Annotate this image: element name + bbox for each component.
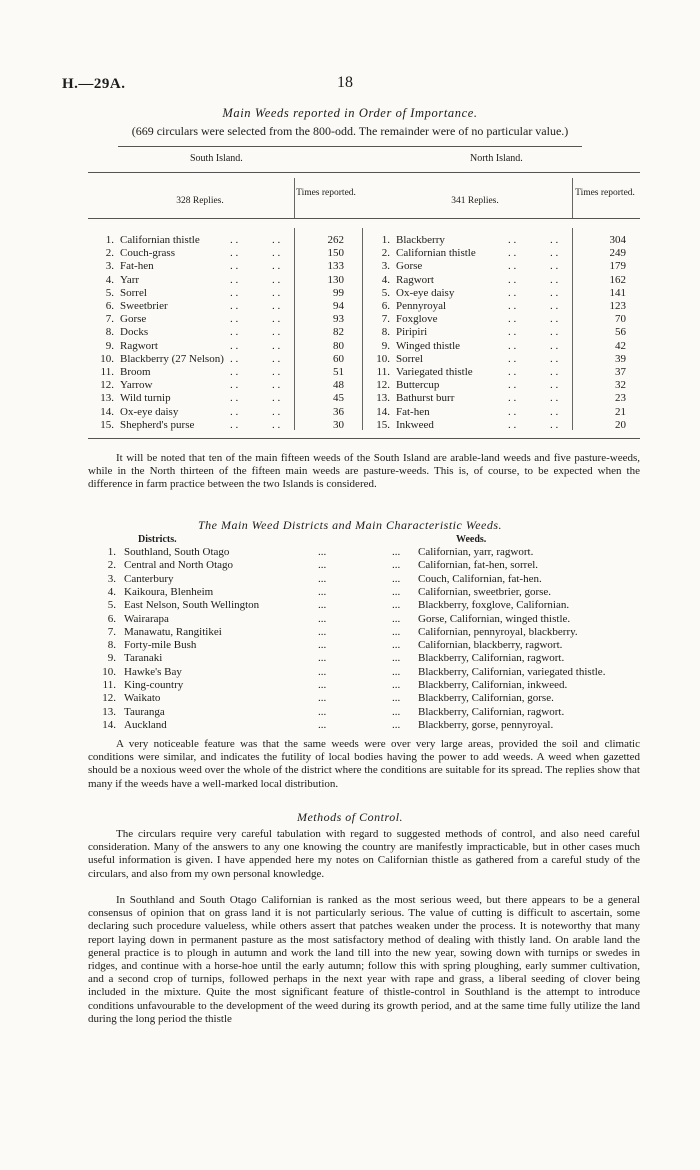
district-number: 14. [102, 718, 116, 731]
north-island-heading: North Island. [470, 153, 523, 164]
leader-dots: . . [550, 247, 559, 260]
south-times-reported: 150 [327, 247, 344, 260]
leader-dots: ... [318, 652, 327, 665]
leader-dots: . . [508, 247, 517, 260]
leader-dots: . . [508, 300, 517, 312]
north-weed-number: 9. [381, 339, 390, 352]
leader-dots: . . [508, 286, 517, 299]
district-name: Auckland [124, 718, 167, 731]
district-weeds: Blackberry, Californian, variegated thistle. [418, 665, 606, 678]
leader-dots: . . [230, 352, 239, 365]
leader-dots: . . [550, 326, 559, 339]
north-weed-name: Inkweed [396, 418, 434, 431]
district-name: Waikato [124, 692, 161, 705]
south-weed-name: Broom [120, 366, 151, 378]
leader-dots: ... [392, 612, 401, 625]
district-name: Canterbury [124, 572, 174, 585]
district-name: King-country [124, 679, 184, 691]
leader-dots: . . [508, 326, 517, 339]
paragraph-arable-pasture: It will be noted that ten of the main fifteen weeds of the South Island are arable-land weeds and five pasture-weeds, while in the North thirteen of the fifteen main weeds are pasture-weeds. This is, of course, to be expected when the difference in farm practice between the two Islands is considered. [88, 452, 640, 491]
leader-dots: . . [230, 339, 239, 352]
leader-dots: . . [272, 392, 281, 405]
south-weed-number: 4. [105, 273, 114, 286]
south-weed-number: 10. [100, 352, 114, 365]
leader-dots: . . [230, 392, 239, 405]
leader-dots: ... [318, 692, 327, 705]
weeds-table-title: Main Weeds reported in Order of Importance. [222, 106, 478, 120]
leader-dots: . . [272, 379, 281, 392]
leader-dots: ... [392, 705, 401, 718]
leader-dots: ... [392, 585, 401, 598]
south-times-reported: 82 [333, 326, 344, 339]
district-weeds: Californian, blackberry, ragwort. [418, 639, 563, 652]
leader-dots: . . [508, 234, 517, 246]
leader-dots: . . [272, 260, 281, 273]
district-name: Central and North Otago [124, 559, 234, 572]
leader-dots: . . [508, 260, 517, 273]
north-weed-number: 7. [381, 313, 390, 326]
north-weed-name: Piripiri [396, 326, 428, 339]
leader-dots: ... [318, 679, 327, 691]
leader-dots: . . [550, 339, 559, 352]
leader-dots: ... [392, 652, 401, 665]
district-number: 8. [107, 639, 116, 652]
leader-dots: ... [392, 639, 401, 652]
south-weed-number: 1. [105, 234, 114, 246]
south-island-heading: South Island. [190, 153, 243, 164]
district-number: 5. [107, 599, 116, 612]
south-times-reported: 80 [333, 339, 344, 352]
paragraph-distribution: A very noticeable feature was that the same weeds were over very large areas, provided the soil and climatic conditions were similar, and indicates the futility of local bodies having the power to add weeds. A weed when gazetted should be a noxious weed over the whole of the district where the conditions are suitable for its spread. The replies show that many if the weeds have a well-marked local distribution. [88, 738, 640, 790]
north-weed-name: Californian thistle [396, 247, 476, 260]
south-weed-name: Fat-hen [120, 260, 154, 273]
north-weed-name: Pennyroyal [396, 300, 447, 312]
district-name: Manawatu, Rangitikei [124, 625, 222, 638]
district-number: 7. [107, 625, 116, 638]
leader-dots: . . [550, 313, 559, 326]
north-weed-name: Foxglove [396, 313, 438, 326]
district-number: 9. [107, 652, 116, 665]
north-weed-number: 12. [376, 379, 390, 392]
north-weed-number: 4. [381, 273, 390, 286]
leader-dots: . . [230, 260, 239, 273]
leader-dots: . . [508, 352, 517, 365]
south-weed-name: Docks [120, 326, 149, 339]
leader-dots: ... [392, 559, 401, 572]
north-weed-name: Variegated thistle [396, 366, 473, 378]
north-weed-number: 8. [381, 326, 390, 339]
south-times-reported: 99 [333, 286, 344, 299]
district-name: Forty-mile Bush [124, 639, 197, 652]
leader-dots: . . [230, 300, 239, 312]
leader-dots: ... [318, 718, 327, 731]
south-weed-number: 15. [100, 418, 114, 431]
district-weeds: Blackberry, Californian, inkweed. [418, 679, 568, 691]
leader-dots: . . [272, 366, 281, 378]
south-weed-name: Wild turnip [120, 392, 171, 405]
districts-header: Districts. [138, 534, 177, 545]
districts-table-title: The Main Weed Districts and Main Characteristic Weeds. [197, 518, 503, 532]
paragraph-southland: In Southland and South Otago Californian is ranked as the most serious weed, but there appears to be a general consensus of opinion that on grass land it is not particularly serious. The value of cutting is difficult to ascertain, some declaring such procedure valueless, while others assert that patches weaken under the process. It is noteworthy that many report laying down in permanent pasture as the most satisfactory method of dealing with thistly land. On arable land the general practice is to plough in autumn and work the land till into the new year, sowing down with turnips or swedes in ridges, and continue with a horse-hoe until the early autumn; follow this with spring ploughing, early summer cultivation, and a second crop of turnips, followed perhaps in the next year with rape and grass, a liberal seeding of clover being included in the mixture. Quite the most significant feature of thistle-control in Southland is the attempt to introduce conditions unfavourable to the development of the weed during its growth period, and at the same time fully utilize the land during the long period the thistle [88, 894, 640, 1025]
south-times-reported: 45 [333, 392, 344, 405]
leader-dots: . . [230, 379, 239, 392]
leader-dots: . . [550, 405, 559, 418]
leader-dots: . . [508, 392, 517, 405]
leader-dots: . . [230, 326, 239, 339]
leader-dots: . . [550, 286, 559, 299]
north-weed-number: 2. [381, 247, 390, 260]
weeds-table-note: (669 circulars were selected from the 800-odd. The remainder were of no particular value.) [131, 124, 569, 138]
south-weed-number: 6. [105, 300, 114, 312]
north-times-reported: 42 [615, 339, 626, 352]
paragraph-circulars: The circulars require very careful tabulation with regard to suggested methods of control, and also need careful consideration. Many of the answers to any one knowing the country are manifestly impracticable, but in other cases much useful information is given. I have appended here my notes on Californian thistle as gathered from a careful study of the circulars, and also from my own personal knowledge. [88, 828, 640, 880]
south-times-reported: 130 [327, 273, 344, 286]
north-weed-number: 5. [381, 286, 390, 299]
leader-dots: ... [318, 585, 327, 598]
district-weeds: Blackberry, foxglove, Californian. [418, 599, 570, 612]
south-weed-number: 14. [100, 405, 114, 418]
leader-dots: ... [392, 546, 401, 558]
district-weeds: Blackberry, Californian, ragwort. [418, 652, 565, 665]
leader-dots: . . [272, 326, 281, 339]
south-times-reported: 262 [327, 234, 344, 246]
leader-dots: ... [392, 718, 401, 731]
north-weed-number: 6. [381, 300, 390, 312]
north-replies-header: 341 Replies. [451, 196, 499, 206]
leader-dots: . . [230, 405, 239, 418]
north-weed-name: Sorrel [396, 352, 423, 365]
north-times-reported: 179 [609, 260, 626, 273]
leader-dots: ... [392, 625, 401, 638]
leader-dots: . . [272, 273, 281, 286]
north-weed-number: 15. [376, 418, 390, 431]
south-weed-name: Yarr [120, 273, 140, 286]
north-times-reported: 249 [609, 247, 626, 260]
south-weed-name: Yarrow [120, 379, 153, 392]
north-weed-number: 14. [376, 405, 390, 418]
leader-dots: . . [230, 234, 239, 246]
north-times-header: Times reported. [575, 188, 635, 198]
north-times-reported: 39 [615, 352, 626, 365]
north-weed-number: 10. [376, 352, 390, 365]
district-name: Tauranga [124, 705, 165, 718]
district-number: 1. [107, 546, 116, 558]
leader-dots: . . [230, 247, 239, 260]
north-weed-number: 3. [381, 260, 390, 273]
south-times-reported: 60 [333, 352, 344, 365]
leader-dots: . . [550, 260, 559, 273]
leader-dots: . . [272, 247, 281, 260]
south-weed-name: Californian thistle [120, 234, 200, 246]
leader-dots: . . [230, 366, 239, 378]
leader-dots: ... [318, 559, 327, 572]
south-weed-name: Sweetbrier [120, 300, 168, 312]
south-weed-number: 13. [100, 392, 114, 405]
south-times-reported: 93 [333, 313, 344, 326]
leader-dots: . . [508, 339, 517, 352]
district-number: 3. [107, 572, 116, 585]
south-weed-name: Blackberry (27 Nelson) [120, 352, 224, 365]
leader-dots: . . [272, 405, 281, 418]
south-weed-name: Couch-grass [120, 247, 175, 260]
district-weeds: Californian, yarr, ragwort. [418, 546, 534, 558]
north-weed-name: Fat-hen [396, 405, 430, 418]
south-weed-name: Gorse [120, 313, 147, 326]
leader-dots: . . [508, 418, 517, 431]
south-times-header: Times reported. [296, 188, 356, 198]
north-weed-number: 13. [376, 392, 390, 405]
north-weed-name: Bathurst burr [396, 392, 455, 405]
leader-dots: ... [318, 665, 327, 678]
south-weed-number: 5. [105, 286, 114, 299]
leader-dots: . . [272, 418, 281, 431]
north-weed-number: 11. [376, 366, 390, 378]
south-times-reported: 30 [333, 418, 344, 431]
district-name: East Nelson, South Wellington [124, 599, 260, 612]
leader-dots: . . [272, 286, 281, 299]
district-name: Wairarapa [124, 612, 169, 625]
south-weed-number: 3. [105, 260, 114, 273]
south-times-reported: 133 [327, 260, 344, 273]
leader-dots: . . [550, 379, 559, 392]
north-times-reported: 23 [615, 392, 626, 405]
district-weeds: Gorse, Californian, winged thistle. [418, 612, 571, 625]
leader-dots: . . [550, 234, 559, 246]
leader-dots: ... [318, 639, 327, 652]
leader-dots: ... [318, 599, 327, 612]
district-weeds: Couch, Californian, fat-hen. [418, 572, 542, 585]
south-times-reported: 48 [333, 379, 344, 392]
south-times-reported: 94 [333, 300, 344, 312]
leader-dots: . . [508, 313, 517, 326]
north-weed-name: Winged thistle [396, 339, 461, 352]
leader-dots: . . [508, 366, 517, 378]
south-weed-name: Ox-eye daisy [120, 405, 179, 418]
document-reference: H.—29A. [62, 76, 126, 92]
south-weed-number: 7. [105, 313, 114, 326]
south-weed-number: 8. [105, 326, 114, 339]
leader-dots: . . [550, 273, 559, 286]
district-weeds: Blackberry, gorse, pennyroyal. [418, 718, 554, 731]
leader-dots: . . [550, 366, 559, 378]
leader-dots: . . [550, 300, 559, 312]
district-name: Hawke's Bay [124, 665, 182, 678]
leader-dots: ... [318, 572, 327, 585]
south-weed-name: Ragwort [120, 339, 158, 352]
page-number: 18 [337, 74, 353, 91]
south-weed-name: Sorrel [120, 286, 147, 299]
north-times-reported: 141 [609, 286, 626, 299]
district-name: Taranaki [124, 652, 163, 665]
north-times-reported: 123 [609, 300, 626, 312]
district-number: 12. [102, 692, 116, 705]
leader-dots: . . [550, 418, 559, 431]
methods-title: Methods of Control. [296, 810, 404, 824]
south-weed-number: 2. [105, 247, 114, 260]
leader-dots: . . [272, 234, 281, 246]
leader-dots: ... [318, 612, 327, 625]
south-weed-number: 11. [100, 366, 114, 378]
south-times-reported: 51 [333, 366, 344, 378]
leader-dots: ... [318, 625, 327, 638]
leader-dots: . . [272, 352, 281, 365]
leader-dots: . . [550, 392, 559, 405]
district-number: 11. [102, 679, 116, 691]
district-weeds: Blackberry, Californian, gorse. [418, 692, 554, 705]
leader-dots: ... [318, 705, 327, 718]
leader-dots: . . [508, 379, 517, 392]
leader-dots: . . [550, 352, 559, 365]
north-weed-name: Blackberry [396, 234, 445, 246]
north-weed-number: 1. [381, 234, 390, 246]
district-weeds: Californian, fat-hen, sorrel. [418, 559, 539, 572]
north-weed-name: Gorse [396, 260, 423, 273]
leader-dots: ... [392, 665, 401, 678]
weeds-header: Weeds. [456, 534, 487, 545]
south-times-reported: 36 [333, 405, 344, 418]
leader-dots: . . [508, 405, 517, 418]
north-times-reported: 32 [615, 379, 626, 392]
district-number: 6. [107, 612, 116, 625]
district-number: 13. [102, 705, 116, 718]
leader-dots: . . [230, 273, 239, 286]
district-number: 2. [107, 559, 116, 572]
north-weed-name: Ox-eye daisy [396, 286, 455, 299]
district-weeds: Californian, pennyroyal, blackberry. [418, 625, 578, 638]
district-weeds: Californian, sweetbrier, gorse. [418, 585, 552, 598]
north-times-reported: 20 [615, 418, 626, 431]
leader-dots: . . [272, 339, 281, 352]
district-weeds: Blackberry, Californian, ragwort. [418, 705, 565, 718]
north-times-reported: 21 [615, 405, 626, 418]
north-times-reported: 37 [615, 366, 626, 378]
north-weed-name: Ragwort [396, 273, 434, 286]
north-times-reported: 304 [609, 234, 626, 246]
district-name: Kaikoura, Blenheim [124, 585, 214, 598]
south-replies-header: 328 Replies. [176, 196, 224, 206]
leader-dots: ... [318, 546, 327, 558]
leader-dots: ... [392, 692, 401, 705]
district-number: 4. [107, 585, 116, 598]
leader-dots: . . [272, 300, 281, 312]
south-weed-number: 9. [105, 339, 114, 352]
north-times-reported: 162 [609, 273, 626, 286]
leader-dots: ... [392, 599, 401, 612]
district-name: Southland, South Otago [124, 546, 230, 558]
south-weed-name: Shepherd's purse [120, 418, 195, 431]
north-times-reported: 56 [615, 326, 626, 339]
south-weed-number: 12. [100, 379, 114, 392]
leader-dots: ... [392, 572, 401, 585]
north-times-reported: 70 [615, 313, 626, 326]
district-number: 10. [102, 665, 116, 678]
leader-dots: . . [230, 418, 239, 431]
leader-dots: . . [230, 286, 239, 299]
leader-dots: . . [230, 313, 239, 326]
leader-dots: ... [392, 679, 401, 691]
leader-dots: . . [272, 313, 281, 326]
north-weed-name: Buttercup [396, 379, 440, 392]
leader-dots: . . [508, 273, 517, 286]
